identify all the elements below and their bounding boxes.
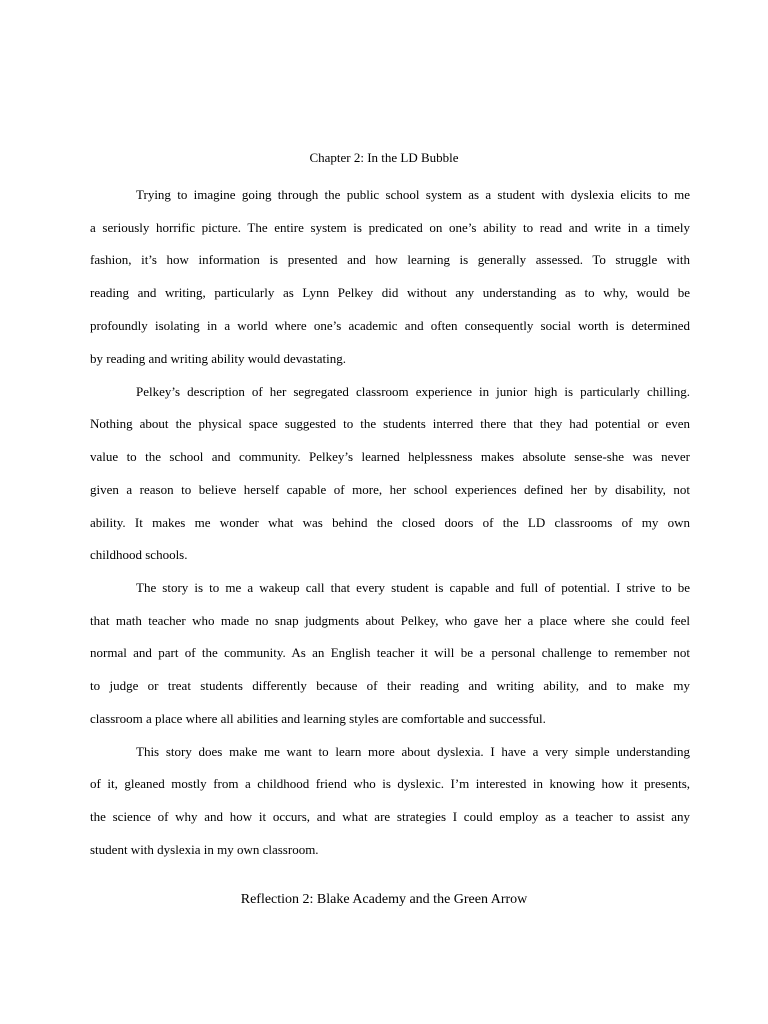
paragraph-2-line-4: given a reason to believe herself capable of more, her school experiences defined her by disability, not xyxy=(90,482,690,497)
paragraph-4-line-1: This story does make me want to learn more about dyslexia. I have a very simple understanding xyxy=(136,744,690,759)
paragraph-1-line-1: Trying to imagine going through the public school system as a student with dyslexia elicits to me xyxy=(136,187,690,202)
paragraph-2-line-2: Nothing about the physical space suggested to the students interred there that they had potential or even xyxy=(90,416,690,431)
paragraph-4-line-3: the science of why and how it occurs, and what are strategies I could employ as a teacher to assist any xyxy=(90,809,690,824)
chapter-title: Chapter 2: In the LD Bubble xyxy=(309,150,459,165)
paragraph-2-line-5: ability. It makes me wonder what was behind the closed doors of the LD classrooms of my own xyxy=(90,515,690,530)
paragraph-4-line-4: student with dyslexia in my own classroom. xyxy=(90,842,319,857)
paragraph-1-line-3: fashion, it’s how information is presented and how learning is generally assessed. To struggle with xyxy=(90,252,690,267)
paragraph-3-line-3: normal and part of the community. As an English teacher it will be a personal challenge to remember not xyxy=(90,645,690,660)
paragraph-3-line-2: that math teacher who made no snap judgments about Pelkey, who gave her a place where she could feel xyxy=(90,613,690,628)
paragraph-3-line-1: The story is to me a wakeup call that every student is capable and full of potential. I strive to be xyxy=(136,580,690,595)
paragraph-3-line-4: to judge or treat students differently because of their reading and writing ability, and to make my xyxy=(90,678,690,693)
paragraph-1-line-2: a seriously horrific picture. The entire system is predicated on one’s ability to read and write in a timely xyxy=(90,220,690,235)
paragraph-2-line-6: childhood schools. xyxy=(90,547,188,562)
paragraph-1-line-6: by reading and writing ability would devastating. xyxy=(90,351,346,366)
paragraph-3-line-5: classroom a place where all abilities and learning styles are comfortable and successful. xyxy=(90,711,546,726)
paragraph-1-line-4: reading and writing, particularly as Lynn Pelkey did without any understanding as to why, would be xyxy=(90,285,690,300)
paragraph-4-line-2: of it, gleaned mostly from a childhood friend who is dyslexic. I’m interested in knowing how it presents, xyxy=(90,776,690,791)
paragraph-2-line-3: value to the school and community. Pelkey’s learned helplessness makes absolute sense-she was never xyxy=(90,449,690,464)
paragraph-2-line-1: Pelkey’s description of her segregated classroom experience in junior high is particularly chilling. xyxy=(136,384,690,399)
reflection-title: Reflection 2: Blake Academy and the Green Arrow xyxy=(240,892,528,907)
paragraph-1-line-5: profoundly isolating in a world where one’s academic and often consequently social worth is determined xyxy=(90,318,690,333)
